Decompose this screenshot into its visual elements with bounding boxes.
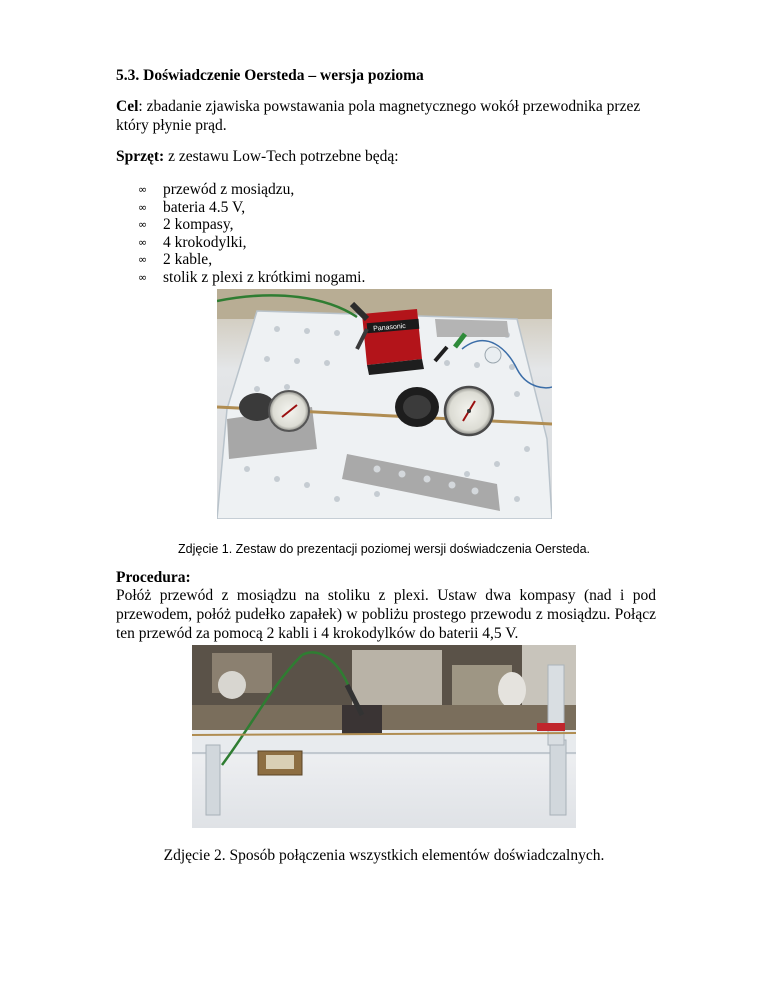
battery-brand-label: Panasonic bbox=[372, 322, 407, 333]
list-item bbox=[116, 198, 365, 216]
infinity-bullet-icon: ∞ bbox=[138, 218, 148, 231]
list-item bbox=[116, 233, 365, 251]
list-item bbox=[116, 250, 365, 268]
list-item-text: przewód z mosiądzu, bbox=[163, 181, 295, 198]
list-item-text: 4 krokodylki, bbox=[163, 233, 247, 251]
list-item-text: stolik z plexi z krótkimi nogami. bbox=[163, 268, 366, 286]
equipment-text: z zestawu Low-Tech potrzebne będą: bbox=[164, 148, 399, 165]
figure2-caption: Zdjęcie 2. Sposób połączenia wszystkich elementów doświadczalnych. bbox=[163, 847, 605, 864]
infinity-bullet-icon: ∞ bbox=[138, 270, 148, 284]
infinity-bullet-icon: ∞ bbox=[138, 253, 148, 266]
list-item bbox=[116, 180, 365, 198]
equipment-paragraph bbox=[116, 147, 656, 166]
figure1-caption: Zdjęcie 1. Zestaw do prezentacji poziomej wersji doświadczenia Oersteda. bbox=[178, 542, 590, 556]
list-item bbox=[116, 215, 365, 233]
section-heading: 5.3. Doświadczenie Oersteda – wersja pozioma bbox=[116, 67, 424, 84]
infinity-bullet-icon: ∞ bbox=[138, 200, 148, 214]
list-item-text: 2 kompasy, bbox=[163, 216, 234, 233]
infinity-bullet-icon: ∞ bbox=[138, 183, 148, 196]
photo-oersted-setup-top bbox=[217, 289, 552, 519]
goal-label: Cel bbox=[116, 98, 139, 115]
infinity-bullet-icon: ∞ bbox=[138, 235, 148, 249]
list-item bbox=[116, 268, 365, 286]
goal-paragraph bbox=[116, 97, 656, 135]
procedure-text: Połóż przewód z mosiądzu na stoliku z plexi. Ustaw dwa kompasy (nad i pod przewodem, połóż pudełko zapałek) w pobliżu prostego przewodu z mosiądzu. Połącz ten przewód za pomocą 2 kabli i 4 krokodylków do baterii 4,5 V. bbox=[116, 587, 656, 642]
list-item-text: 2 kable, bbox=[163, 251, 213, 268]
goal-text: : zbadanie zjawiska powstawania pola magnetycznego wokół przewodnika przez który płynie prąd. bbox=[116, 98, 641, 134]
photo-oersted-setup-side bbox=[192, 645, 576, 828]
list-item-text: bateria 4.5 V, bbox=[163, 198, 246, 216]
equipment-label: Sprzęt: bbox=[116, 148, 165, 165]
procedure-title: Procedura: bbox=[116, 569, 191, 586]
equipment-list bbox=[116, 180, 365, 285]
